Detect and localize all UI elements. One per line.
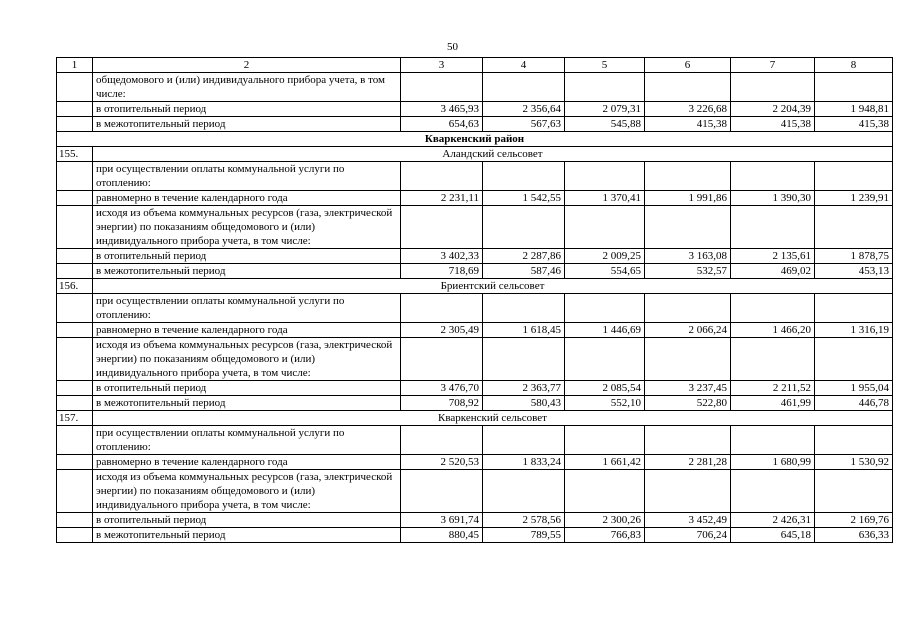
row-index [57, 396, 93, 411]
row-label: равномерно в течение календарного года [93, 455, 401, 470]
row-label: в межотопительный период [93, 396, 401, 411]
empty-value-cell [645, 426, 731, 455]
row-index [57, 294, 93, 323]
empty-value-cell [565, 294, 645, 323]
value-cell: 545,88 [565, 117, 645, 132]
value-cell: 880,45 [401, 528, 483, 543]
row-index: 156. [57, 279, 93, 294]
description-row [57, 470, 893, 513]
row-description: общедомового и (или) индивидуального прибора учета, в том числе: [93, 73, 401, 102]
row-label: в отопительный период [93, 102, 401, 117]
value-cell: 1 680,99 [731, 455, 815, 470]
value-cell: 2 231,11 [401, 191, 483, 206]
row-description: исходя из объема коммунальных ресурсов (газа, электрической энергии) по показаниям общедомового и (или) индивидуального прибора учета, в том числе: [93, 206, 401, 249]
empty-value-cell [731, 162, 815, 191]
empty-value-cell [731, 338, 815, 381]
empty-value-cell [483, 162, 565, 191]
empty-value-cell [815, 206, 893, 249]
settlement-row [57, 147, 893, 162]
district-name: Кваркенский район [57, 132, 893, 147]
table-row [57, 396, 893, 411]
value-cell: 1 955,04 [815, 381, 893, 396]
value-cell: 554,65 [565, 264, 645, 279]
value-cell: 1 370,41 [565, 191, 645, 206]
column-header: 4 [483, 58, 565, 73]
column-header: 6 [645, 58, 731, 73]
value-cell: 2 426,31 [731, 513, 815, 528]
value-cell: 552,10 [565, 396, 645, 411]
value-cell: 766,83 [565, 528, 645, 543]
row-index [57, 191, 93, 206]
row-label: в межотопительный период [93, 528, 401, 543]
description-row [57, 162, 893, 191]
row-label: равномерно в течение календарного года [93, 191, 401, 206]
row-label: в межотопительный период [93, 264, 401, 279]
row-index [57, 264, 93, 279]
column-header: 5 [565, 58, 645, 73]
row-index [57, 455, 93, 470]
value-cell: 2 281,28 [645, 455, 731, 470]
value-cell: 415,38 [815, 117, 893, 132]
empty-value-cell [401, 338, 483, 381]
empty-value-cell [731, 206, 815, 249]
table-row [57, 455, 893, 470]
table-row [57, 249, 893, 264]
description-row [57, 294, 893, 323]
column-header: 8 [815, 58, 893, 73]
value-cell: 2 204,39 [731, 102, 815, 117]
row-label: в отопительный период [93, 513, 401, 528]
description-row [57, 338, 893, 381]
value-cell: 1 661,42 [565, 455, 645, 470]
empty-value-cell [565, 338, 645, 381]
column-header: 1 [57, 58, 93, 73]
value-cell: 2 066,24 [645, 323, 731, 338]
value-cell: 718,69 [401, 264, 483, 279]
table-row [57, 381, 893, 396]
description-row [57, 206, 893, 249]
value-cell: 2 079,31 [565, 102, 645, 117]
table-row [57, 323, 893, 338]
table-body [57, 58, 893, 543]
value-cell: 3 452,49 [645, 513, 731, 528]
value-cell: 453,13 [815, 264, 893, 279]
empty-value-cell [815, 338, 893, 381]
value-cell: 2 169,76 [815, 513, 893, 528]
table-row [57, 117, 893, 132]
empty-value-cell [815, 294, 893, 323]
row-index [57, 102, 93, 117]
row-index [57, 206, 93, 249]
empty-value-cell [483, 206, 565, 249]
empty-value-cell [483, 338, 565, 381]
settlement-name: Кваркенский сельсовет [93, 411, 893, 426]
value-cell: 706,24 [645, 528, 731, 543]
description-row [57, 73, 893, 102]
row-index [57, 323, 93, 338]
row-description: исходя из объема коммунальных ресурсов (газа, электрической энергии) по показаниям общедомового и (или) индивидуального прибора учета, в том числе: [93, 338, 401, 381]
empty-value-cell [645, 162, 731, 191]
value-cell: 636,33 [815, 528, 893, 543]
row-index [57, 117, 93, 132]
value-cell: 415,38 [645, 117, 731, 132]
value-cell: 446,78 [815, 396, 893, 411]
row-label: в межотопительный период [93, 117, 401, 132]
empty-value-cell [483, 470, 565, 513]
row-index [57, 528, 93, 543]
value-cell: 1 530,92 [815, 455, 893, 470]
value-cell: 789,55 [483, 528, 565, 543]
row-description: при осуществлении оплаты коммунальной услуги по отоплению: [93, 162, 401, 191]
settlement-row [57, 411, 893, 426]
tariff-table [56, 57, 893, 543]
value-cell: 532,57 [645, 264, 731, 279]
value-cell: 3 691,74 [401, 513, 483, 528]
value-cell: 3 226,68 [645, 102, 731, 117]
value-cell: 1 878,75 [815, 249, 893, 264]
column-header: 3 [401, 58, 483, 73]
row-label: равномерно в течение календарного года [93, 323, 401, 338]
row-index [57, 338, 93, 381]
table-row [57, 191, 893, 206]
empty-value-cell [645, 294, 731, 323]
empty-value-cell [401, 162, 483, 191]
empty-value-cell [731, 470, 815, 513]
value-cell: 580,43 [483, 396, 565, 411]
value-cell: 461,99 [731, 396, 815, 411]
value-cell: 1 542,55 [483, 191, 565, 206]
column-header: 7 [731, 58, 815, 73]
row-index [57, 426, 93, 455]
value-cell: 3 465,93 [401, 102, 483, 117]
row-description: исходя из объема коммунальных ресурсов (газа, электрической энергии) по показаниям общедомового и (или) индивидуального прибора учета, в том числе: [93, 470, 401, 513]
value-cell: 2 520,53 [401, 455, 483, 470]
row-index: 157. [57, 411, 93, 426]
row-label: в отопительный период [93, 249, 401, 264]
value-cell: 1 390,30 [731, 191, 815, 206]
value-cell: 2 305,49 [401, 323, 483, 338]
empty-value-cell [483, 426, 565, 455]
row-description: при осуществлении оплаты коммунальной услуги по отоплению: [93, 294, 401, 323]
value-cell: 2 363,77 [483, 381, 565, 396]
empty-value-cell [483, 73, 565, 102]
row-index: 155. [57, 147, 93, 162]
empty-value-cell [565, 73, 645, 102]
empty-value-cell [565, 206, 645, 249]
value-cell: 2 009,25 [565, 249, 645, 264]
empty-value-cell [731, 294, 815, 323]
settlement-name: Аландский сельсовет [93, 147, 893, 162]
value-cell: 645,18 [731, 528, 815, 543]
value-cell: 587,46 [483, 264, 565, 279]
value-cell: 2 356,64 [483, 102, 565, 117]
row-index [57, 249, 93, 264]
value-cell: 654,63 [401, 117, 483, 132]
row-index [57, 73, 93, 102]
empty-value-cell [815, 73, 893, 102]
value-cell: 2 300,26 [565, 513, 645, 528]
row-index [57, 162, 93, 191]
row-index [57, 470, 93, 513]
empty-value-cell [401, 470, 483, 513]
value-cell: 2 135,61 [731, 249, 815, 264]
value-cell: 1 466,20 [731, 323, 815, 338]
row-index [57, 513, 93, 528]
empty-value-cell [645, 73, 731, 102]
value-cell: 3 237,45 [645, 381, 731, 396]
empty-value-cell [565, 162, 645, 191]
value-cell: 1 316,19 [815, 323, 893, 338]
value-cell: 1 446,69 [565, 323, 645, 338]
column-header-row [57, 58, 893, 73]
empty-value-cell [483, 294, 565, 323]
row-description: при осуществлении оплаты коммунальной услуги по отоплению: [93, 426, 401, 455]
row-label: в отопительный период [93, 381, 401, 396]
table-row [57, 528, 893, 543]
table-row [57, 264, 893, 279]
settlement-row [57, 279, 893, 294]
table-row [57, 513, 893, 528]
description-row [57, 426, 893, 455]
empty-value-cell [565, 470, 645, 513]
empty-value-cell [645, 470, 731, 513]
value-cell: 1 948,81 [815, 102, 893, 117]
value-cell: 2 578,56 [483, 513, 565, 528]
empty-value-cell [565, 426, 645, 455]
value-cell: 567,63 [483, 117, 565, 132]
empty-value-cell [401, 426, 483, 455]
empty-value-cell [401, 294, 483, 323]
value-cell: 2 211,52 [731, 381, 815, 396]
value-cell: 415,38 [731, 117, 815, 132]
empty-value-cell [731, 426, 815, 455]
district-row [57, 132, 893, 147]
empty-value-cell [645, 338, 731, 381]
value-cell: 708,92 [401, 396, 483, 411]
value-cell: 2 085,54 [565, 381, 645, 396]
table-row [57, 102, 893, 117]
value-cell: 3 163,08 [645, 249, 731, 264]
empty-value-cell [815, 162, 893, 191]
value-cell: 1 618,45 [483, 323, 565, 338]
empty-value-cell [815, 426, 893, 455]
value-cell: 1 833,24 [483, 455, 565, 470]
settlement-name: Бриентский сельсовет [93, 279, 893, 294]
row-index [57, 381, 93, 396]
empty-value-cell [645, 206, 731, 249]
value-cell: 1 239,91 [815, 191, 893, 206]
empty-value-cell [401, 73, 483, 102]
column-header: 2 [93, 58, 401, 73]
empty-value-cell [401, 206, 483, 249]
value-cell: 3 476,70 [401, 381, 483, 396]
value-cell: 2 287,86 [483, 249, 565, 264]
value-cell: 469,02 [731, 264, 815, 279]
value-cell: 1 991,86 [645, 191, 731, 206]
value-cell: 3 402,33 [401, 249, 483, 264]
empty-value-cell [815, 470, 893, 513]
empty-value-cell [731, 73, 815, 102]
value-cell: 522,80 [645, 396, 731, 411]
page-number: 50 [447, 41, 458, 53]
